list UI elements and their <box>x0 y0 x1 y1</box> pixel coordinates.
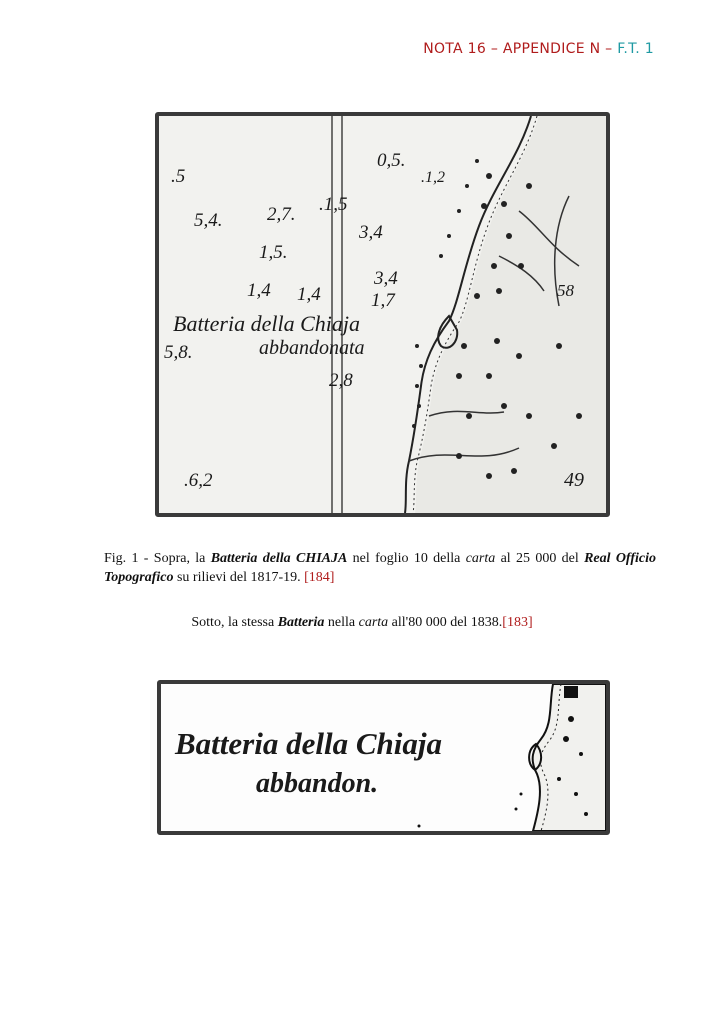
map-top-image <box>155 112 610 517</box>
subcaption-emphasis: Batteria <box>277 615 325 630</box>
map-number: 58 <box>557 281 574 300</box>
sounding-label: 1,5. <box>259 242 288 263</box>
subcaption-italic: carta <box>358 615 389 630</box>
sounding-label: 1,4 <box>247 280 271 301</box>
figure-subcaption <box>0 615 724 631</box>
caption-emphasis: Batteria della CHIAJA <box>210 551 348 566</box>
map-bottom-drawing <box>161 684 606 831</box>
subcaption-text: Sotto, la stessa <box>191 615 278 630</box>
sounding-label: 2,7. <box>267 204 296 225</box>
map-top-label-line2: abbandonata <box>259 337 365 359</box>
sounding-label: 3,4 <box>359 222 383 243</box>
map-number: 49 <box>564 469 584 491</box>
caption-text: nel foglio 10 della <box>347 551 466 566</box>
sounding-label: 1,4 <box>297 284 321 305</box>
subcaption-reference-link[interactable]: [183] <box>502 615 533 630</box>
caption-text: al 25 000 del <box>495 551 585 566</box>
sounding-label: 0,5. <box>377 150 406 171</box>
map-top-drawing <box>159 116 606 513</box>
subcaption-text: nella <box>324 615 359 630</box>
caption-text: su rilievi del 1817-19. <box>173 570 305 585</box>
map-top-label-line1: Batteria della Chiaja <box>173 311 360 336</box>
sounding-label: .5 <box>171 166 186 187</box>
map-bottom-label-line1: Batteria della Chiaja <box>175 726 442 761</box>
caption-text: Fig. 1 - Sopra, la <box>104 551 211 566</box>
sounding-label: 3,4 <box>374 268 398 289</box>
sounding-label: .1,2 <box>421 169 445 186</box>
header-note-label: NOTA 16 – APPENDICE N – <box>423 41 618 57</box>
caption-reference-link[interactable]: [184] <box>304 570 335 585</box>
page-header <box>423 41 654 57</box>
sounding-label: 5,4. <box>194 210 223 231</box>
sounding-label: 5,8. <box>164 342 193 363</box>
header-plate-ref: F.T. 1 <box>617 41 654 57</box>
sounding-label: .6,2 <box>184 470 213 491</box>
map-bottom-label-line2: abbandon. <box>256 768 379 799</box>
subcaption-text: all'80 000 del 1838. <box>388 615 503 630</box>
map-bottom-image <box>157 680 610 835</box>
sounding-label: 2,8 <box>329 370 353 391</box>
caption-emphasis: Real Officio Topografico <box>104 551 656 585</box>
sounding-label: 1,7 <box>371 290 395 311</box>
caption-italic: carta <box>465 551 496 566</box>
sounding-label: .1,5 <box>319 194 348 215</box>
figure-caption <box>104 549 656 587</box>
